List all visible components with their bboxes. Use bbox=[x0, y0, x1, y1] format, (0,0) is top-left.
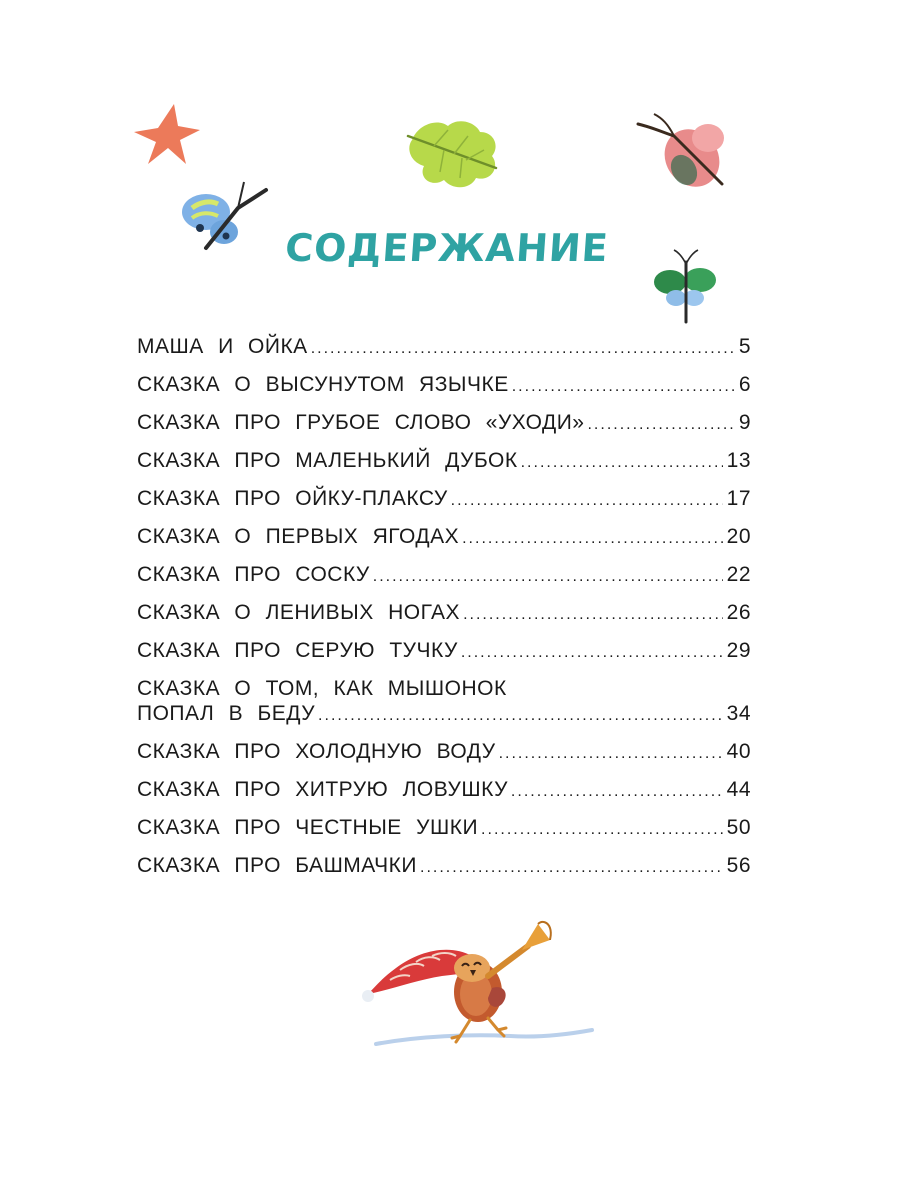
toc-entry-page: 5 bbox=[738, 335, 751, 358]
toc-entry-title-line1: СКАЗКА О ТОМ, КАК МЫШОНОК bbox=[137, 677, 507, 700]
leader-dots bbox=[451, 488, 723, 513]
toc-entry-page: 9 bbox=[738, 411, 751, 434]
toc-entry-title: СКАЗКА ПРО ХИТРУЮ ЛОВУШКУ bbox=[137, 778, 508, 801]
leader-dots bbox=[462, 526, 723, 551]
table-of-contents bbox=[137, 334, 751, 891]
toc-entry-page: 50 bbox=[726, 816, 751, 839]
leader-dots bbox=[373, 564, 723, 589]
toc-entry bbox=[137, 638, 751, 665]
toc-entry-page: 6 bbox=[738, 373, 751, 396]
toc-entry-page: 44 bbox=[726, 778, 751, 801]
oak-leaf-icon bbox=[404, 116, 504, 192]
toc-entry bbox=[137, 815, 751, 842]
toc-entry-title: СКАЗКА О ЛЕНИВЫХ НОГАХ bbox=[137, 601, 461, 624]
toc-entry bbox=[137, 600, 751, 627]
toc-entry bbox=[137, 524, 751, 551]
leader-dots bbox=[463, 602, 723, 627]
pink-moth-icon bbox=[628, 110, 728, 196]
toc-entry-title: СКАЗКА ПРО БАШМАЧКИ bbox=[137, 854, 417, 877]
toc-entry-title: СКАЗКА ПРО ХОЛОДНУЮ ВОДУ bbox=[137, 740, 496, 763]
toc-entry bbox=[137, 486, 751, 513]
leader-dots bbox=[521, 450, 723, 475]
leader-dots bbox=[318, 703, 723, 728]
toc-entry-page: 29 bbox=[726, 639, 751, 662]
leader-dots bbox=[311, 336, 735, 361]
toc-entry-page: 17 bbox=[726, 487, 751, 510]
toc-entry bbox=[137, 739, 751, 766]
toc-entry-title: СКАЗКА ПРО МАЛЕНЬКИЙ ДУБОК bbox=[137, 449, 518, 472]
leader-dots bbox=[512, 374, 735, 399]
toc-entry-title: МАША И ОЙКА bbox=[137, 335, 308, 358]
toc-entry bbox=[137, 853, 751, 880]
toc-entry bbox=[137, 676, 751, 728]
toc-entry bbox=[137, 448, 751, 475]
leader-dots bbox=[461, 640, 723, 665]
leader-dots bbox=[511, 779, 723, 804]
toc-entry bbox=[137, 562, 751, 589]
star-icon bbox=[130, 100, 206, 170]
page-title: СОДЕРЖАНИЕ bbox=[283, 226, 611, 270]
toc-entry-title: ПОПАЛ В БЕДУ bbox=[137, 702, 316, 725]
leader-dots bbox=[481, 817, 723, 842]
toc-entry-title: СКАЗКА О ВЫСУНУТОМ ЯЗЫЧКЕ bbox=[137, 373, 509, 396]
toc-entry-title: СКАЗКА ПРО ОЙКУ-ПЛАКСУ bbox=[137, 487, 448, 510]
leader-dots bbox=[499, 741, 723, 766]
toc-entry-title: СКАЗКА ПРО ГРУБОЕ СЛОВО «УХОДИ» bbox=[137, 411, 585, 434]
toc-entry-title: СКАЗКА О ПЕРВЫХ ЯГОДАХ bbox=[137, 525, 460, 548]
toc-entry-title: СКАЗКА ПРО ЧЕСТНЫЕ УШКИ bbox=[137, 816, 479, 839]
toc-entry-page: 13 bbox=[726, 449, 751, 472]
toc-entry bbox=[137, 372, 751, 399]
toc-entry-page: 26 bbox=[726, 601, 751, 624]
toc-entry-page: 40 bbox=[726, 740, 751, 763]
toc-entry bbox=[137, 777, 751, 804]
owl-with-trumpet-icon bbox=[360, 910, 600, 1050]
toc-entry-page: 56 bbox=[726, 854, 751, 877]
toc-entry-page: 20 bbox=[726, 525, 751, 548]
toc-entry-page: 22 bbox=[726, 563, 751, 586]
leader-dots bbox=[587, 412, 734, 437]
toc-entry bbox=[137, 410, 751, 437]
toc-entry-title: СКАЗКА ПРО СОСКУ bbox=[137, 563, 370, 586]
toc-entry-title: СКАЗКА ПРО СЕРУЮ ТУЧКУ bbox=[137, 639, 458, 662]
toc-entry-page: 34 bbox=[726, 702, 751, 725]
toc-entry bbox=[137, 334, 751, 361]
leader-dots bbox=[420, 855, 723, 880]
